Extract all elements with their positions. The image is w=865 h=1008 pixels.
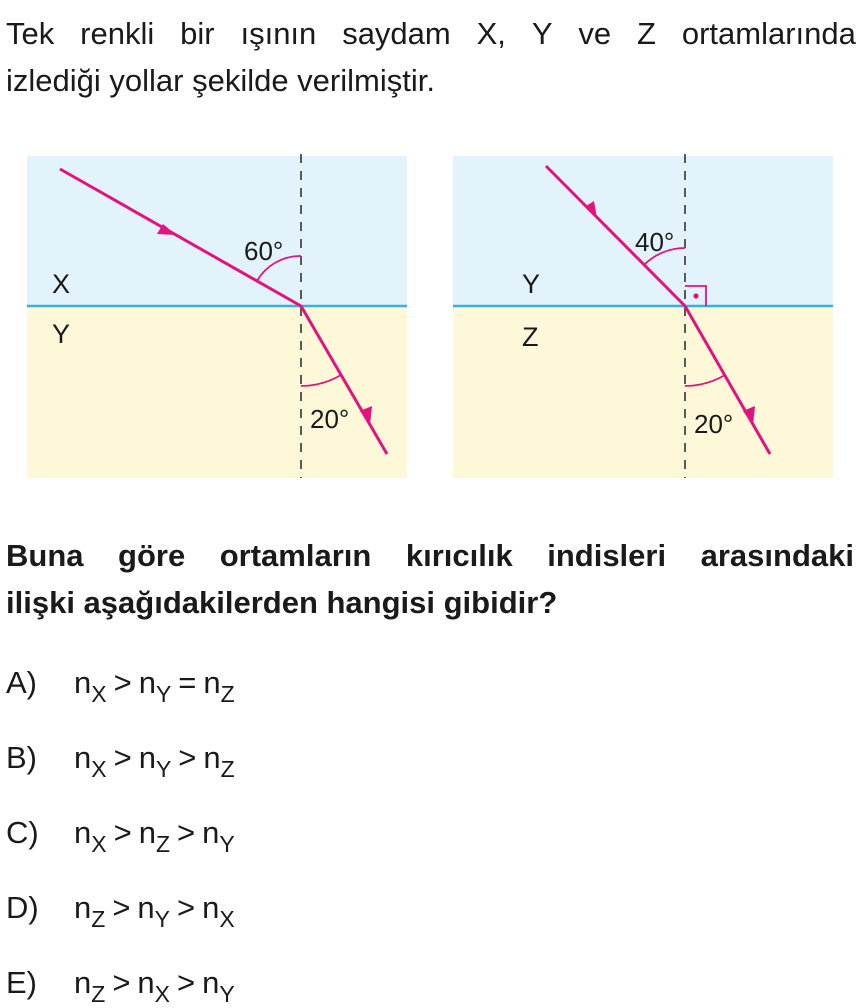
option-b[interactable] bbox=[6, 740, 235, 783]
intro-word: renkli bbox=[80, 16, 155, 51]
right-incidence-angle-label: 40° bbox=[635, 227, 675, 257]
option-c[interactable] bbox=[6, 815, 235, 858]
question-line-1 bbox=[6, 532, 854, 579]
option-term: $n_Y$ bbox=[202, 815, 235, 857]
option-term: $n_Y$ bbox=[202, 965, 235, 1007]
question-word: kırıcılık bbox=[405, 538, 513, 573]
question-word: Buna bbox=[6, 538, 84, 573]
intro-word: ışının bbox=[240, 16, 317, 51]
left-incidence-angle-label: 60° bbox=[244, 236, 284, 266]
option-letter: D) bbox=[6, 890, 39, 925]
option-term: $n_Z$ bbox=[203, 740, 235, 782]
option-term: $n_X$ bbox=[202, 890, 235, 932]
option-operator: > bbox=[113, 815, 132, 850]
option-term: $n_X$ bbox=[74, 740, 107, 782]
question-word: ortamların bbox=[219, 538, 372, 573]
option-e[interactable] bbox=[6, 965, 235, 1008]
option-term: $n_X$ bbox=[137, 965, 171, 1007]
option-letter: E) bbox=[6, 965, 37, 1000]
intro-word: Z bbox=[637, 16, 656, 51]
intro-line-2: izlediği yollar şekilde verilmiştir. bbox=[6, 63, 435, 98]
right-angle-dot-icon bbox=[693, 293, 698, 298]
intro-text bbox=[6, 10, 856, 104]
option-letter: C) bbox=[6, 815, 39, 850]
option-term: $n_Y$ bbox=[137, 890, 171, 932]
option-a[interactable] bbox=[6, 665, 235, 708]
option-term: $n_Z$ bbox=[203, 665, 235, 707]
option-letter: B) bbox=[6, 740, 37, 775]
left-diagram bbox=[27, 154, 407, 478]
left-refraction-angle-label: 20° bbox=[310, 404, 350, 434]
question-word: indisleri bbox=[547, 538, 667, 573]
question-word: göre bbox=[118, 538, 186, 573]
option-letter: A) bbox=[6, 665, 37, 700]
left-upper-medium bbox=[27, 156, 407, 306]
refraction-figure bbox=[0, 150, 865, 485]
option-operator: > bbox=[177, 815, 196, 850]
option-operator: > bbox=[177, 965, 196, 1000]
option-term: $n_Z$ bbox=[74, 965, 106, 1007]
option-term: $n_X$ bbox=[74, 665, 107, 707]
left-lower-label: Y bbox=[52, 319, 71, 349]
question-text bbox=[6, 532, 854, 626]
option-operator: > bbox=[177, 890, 196, 925]
left-upper-label: X bbox=[52, 269, 71, 299]
question-word: arasındaki bbox=[700, 538, 854, 573]
option-operator: = bbox=[178, 665, 197, 700]
option-term: $n_Z$ bbox=[74, 890, 106, 932]
intro-word: saydam bbox=[342, 16, 451, 51]
intro-word: ve bbox=[578, 16, 612, 51]
question-line-2: ilişki aşağıdakilerden hangisi gibidir? bbox=[6, 585, 558, 620]
intro-word: Y bbox=[531, 16, 553, 51]
option-term: $n_X$ bbox=[74, 815, 107, 857]
intro-word: Tek bbox=[6, 16, 55, 51]
option-operator: > bbox=[112, 890, 131, 925]
option-operator: > bbox=[178, 740, 197, 775]
right-refraction-angle-label: 20° bbox=[694, 409, 734, 439]
option-operator: > bbox=[113, 740, 132, 775]
right-lower-label: Z bbox=[522, 322, 539, 352]
option-operator: > bbox=[113, 665, 132, 700]
option-term: $n_Y$ bbox=[138, 665, 172, 707]
right-upper-label: Y bbox=[522, 269, 541, 299]
intro-word: ortamlarında bbox=[681, 16, 856, 51]
right-lower-medium bbox=[453, 306, 833, 478]
option-term: $n_Z$ bbox=[138, 815, 171, 857]
option-operator: > bbox=[112, 965, 131, 1000]
right-diagram bbox=[453, 154, 833, 478]
option-d[interactable] bbox=[6, 890, 235, 933]
option-term: $n_Y$ bbox=[138, 740, 172, 782]
intro-word: bir bbox=[180, 16, 215, 51]
intro-word: X, bbox=[476, 16, 506, 51]
intro-line-1 bbox=[6, 10, 856, 57]
